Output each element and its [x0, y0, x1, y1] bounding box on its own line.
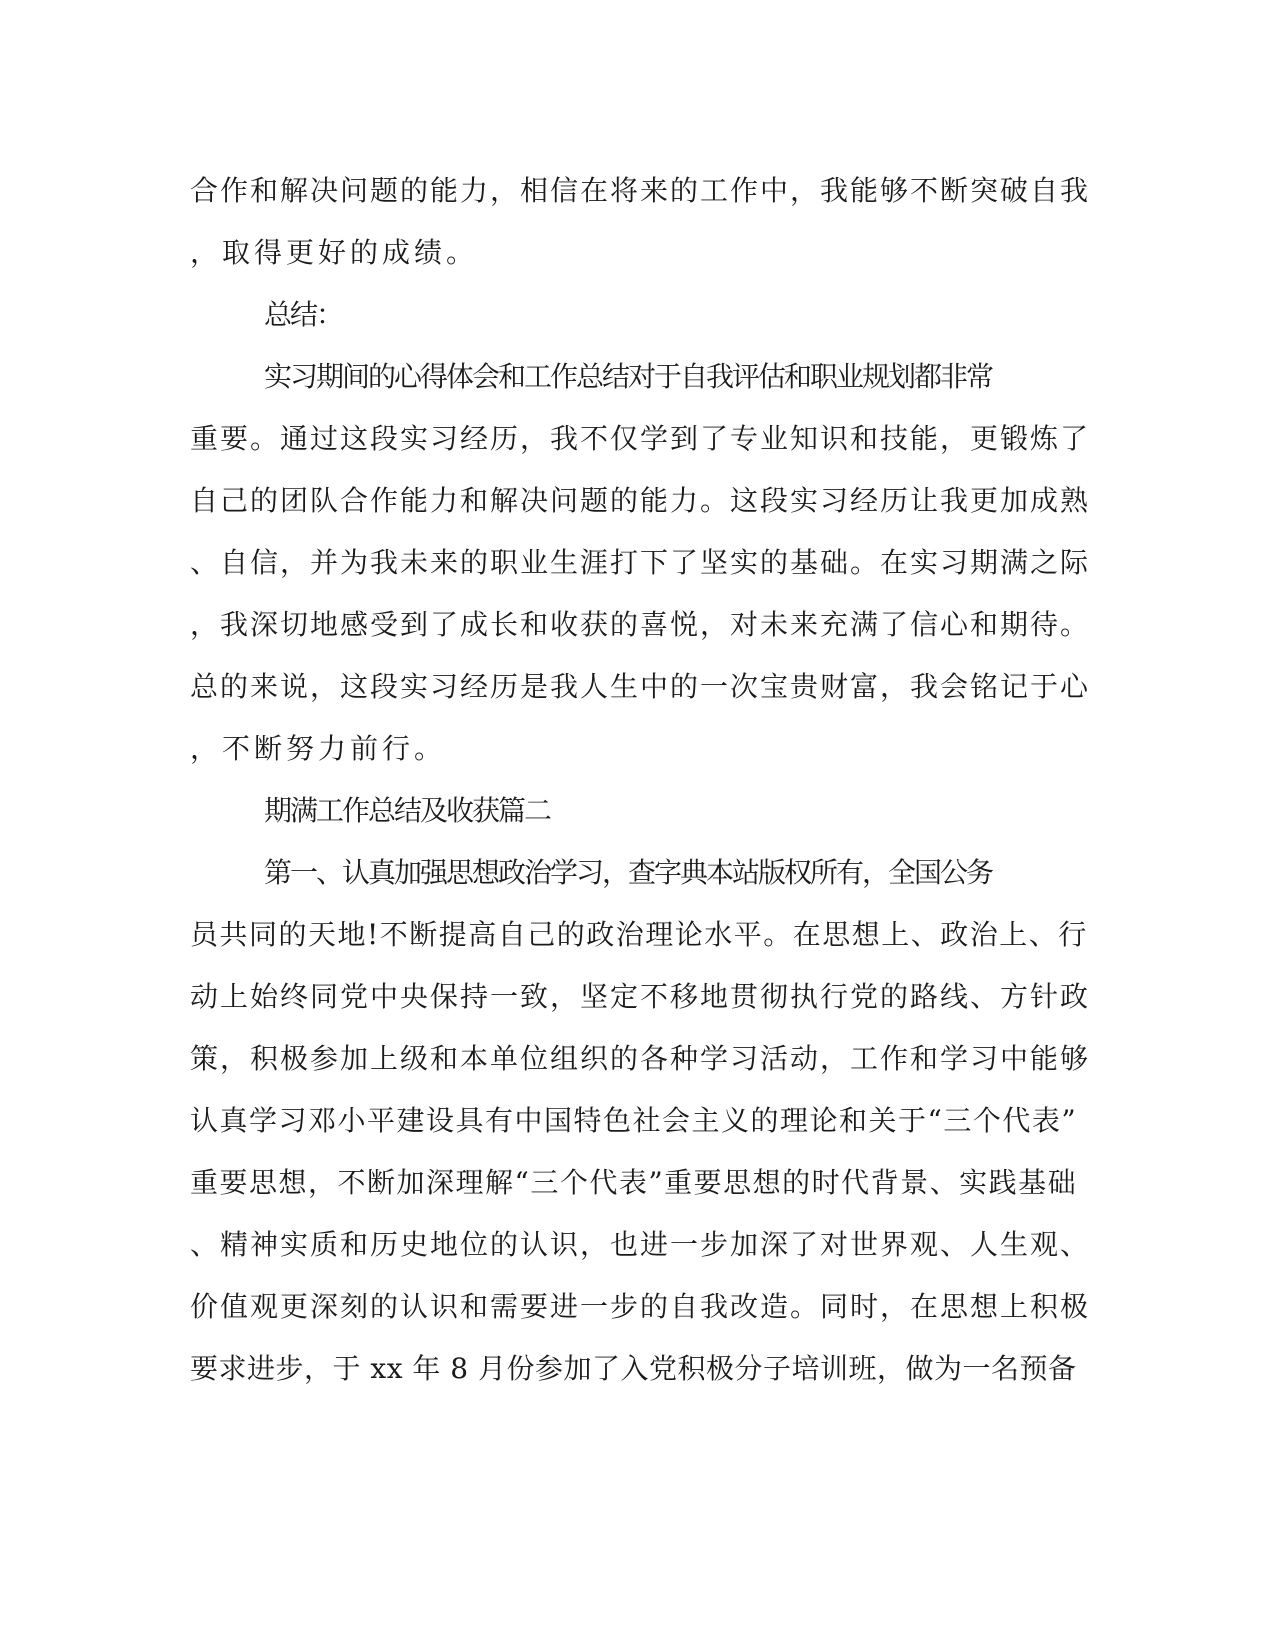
- text-line: 价值观更深刻的认识和需要进一步的自我改造。同时，在思想上积极: [190, 1290, 1091, 1323]
- text-line: ，取得更好的成绩。: [190, 236, 479, 269]
- text-line: 认真学习邓小平建设具有中国特色社会主义的理论和关于“三个代表”: [190, 1104, 1078, 1137]
- text-line: ，我深切地感受到了成长和收获的喜悦，对未来充满了信心和期待。: [190, 608, 1091, 641]
- text-line: ，不断努力前行。: [190, 732, 447, 765]
- text-line: 动上始终同党中央保持一致，坚定不移地贯彻执行党的路线、方针政: [190, 980, 1091, 1013]
- text-line: 员共同的天地!不断提高自己的政治理论水平。在思想上、政治上、行: [190, 918, 1088, 951]
- text-line: 合作和解决问题的能力，相信在将来的工作中，我能够不断突破自我: [190, 174, 1091, 207]
- text-line: 重要思想，不断加深理解“三个代表”重要思想的时代背景、实践基础: [190, 1166, 1078, 1199]
- text-line: 总的来说，这段实习经历是我人生中的一次宝贵财富，我会铭记于心: [190, 670, 1091, 703]
- text-line: 期满工作总结及收获篇二: [264, 794, 551, 827]
- text-line: 策，积极参加上级和本单位组织的各种学习活动，工作和学习中能够: [190, 1042, 1091, 1075]
- text-line: 要求进步，于 xx 年 8 月份参加了入党积极分子培训班，做为一名预备: [190, 1352, 1077, 1385]
- text-line: 、自信，并为我未来的职业生涯打下了坚实的基础。在实习期满之际: [190, 546, 1091, 579]
- text-line: 自己的团队合作能力和解决问题的能力。这段实习经历让我更加成熟: [190, 484, 1091, 517]
- text-line: 总结：: [264, 298, 343, 331]
- text-line: 实习期间的心得体会和工作总结对于自我评估和职业规划都非常: [264, 360, 993, 393]
- text-line: 重要。通过这段实习经历，我不仅学到了专业知识和技能，更锻炼了: [190, 422, 1091, 455]
- text-line: 、精神实质和历史地位的认识，也进一步加深了对世界观、人生观、: [190, 1228, 1091, 1261]
- document-body: [190, 160, 1090, 1400]
- text-line: 第一、认真加强思想政治学习，查字典本站版权所有，全国公务: [264, 856, 993, 889]
